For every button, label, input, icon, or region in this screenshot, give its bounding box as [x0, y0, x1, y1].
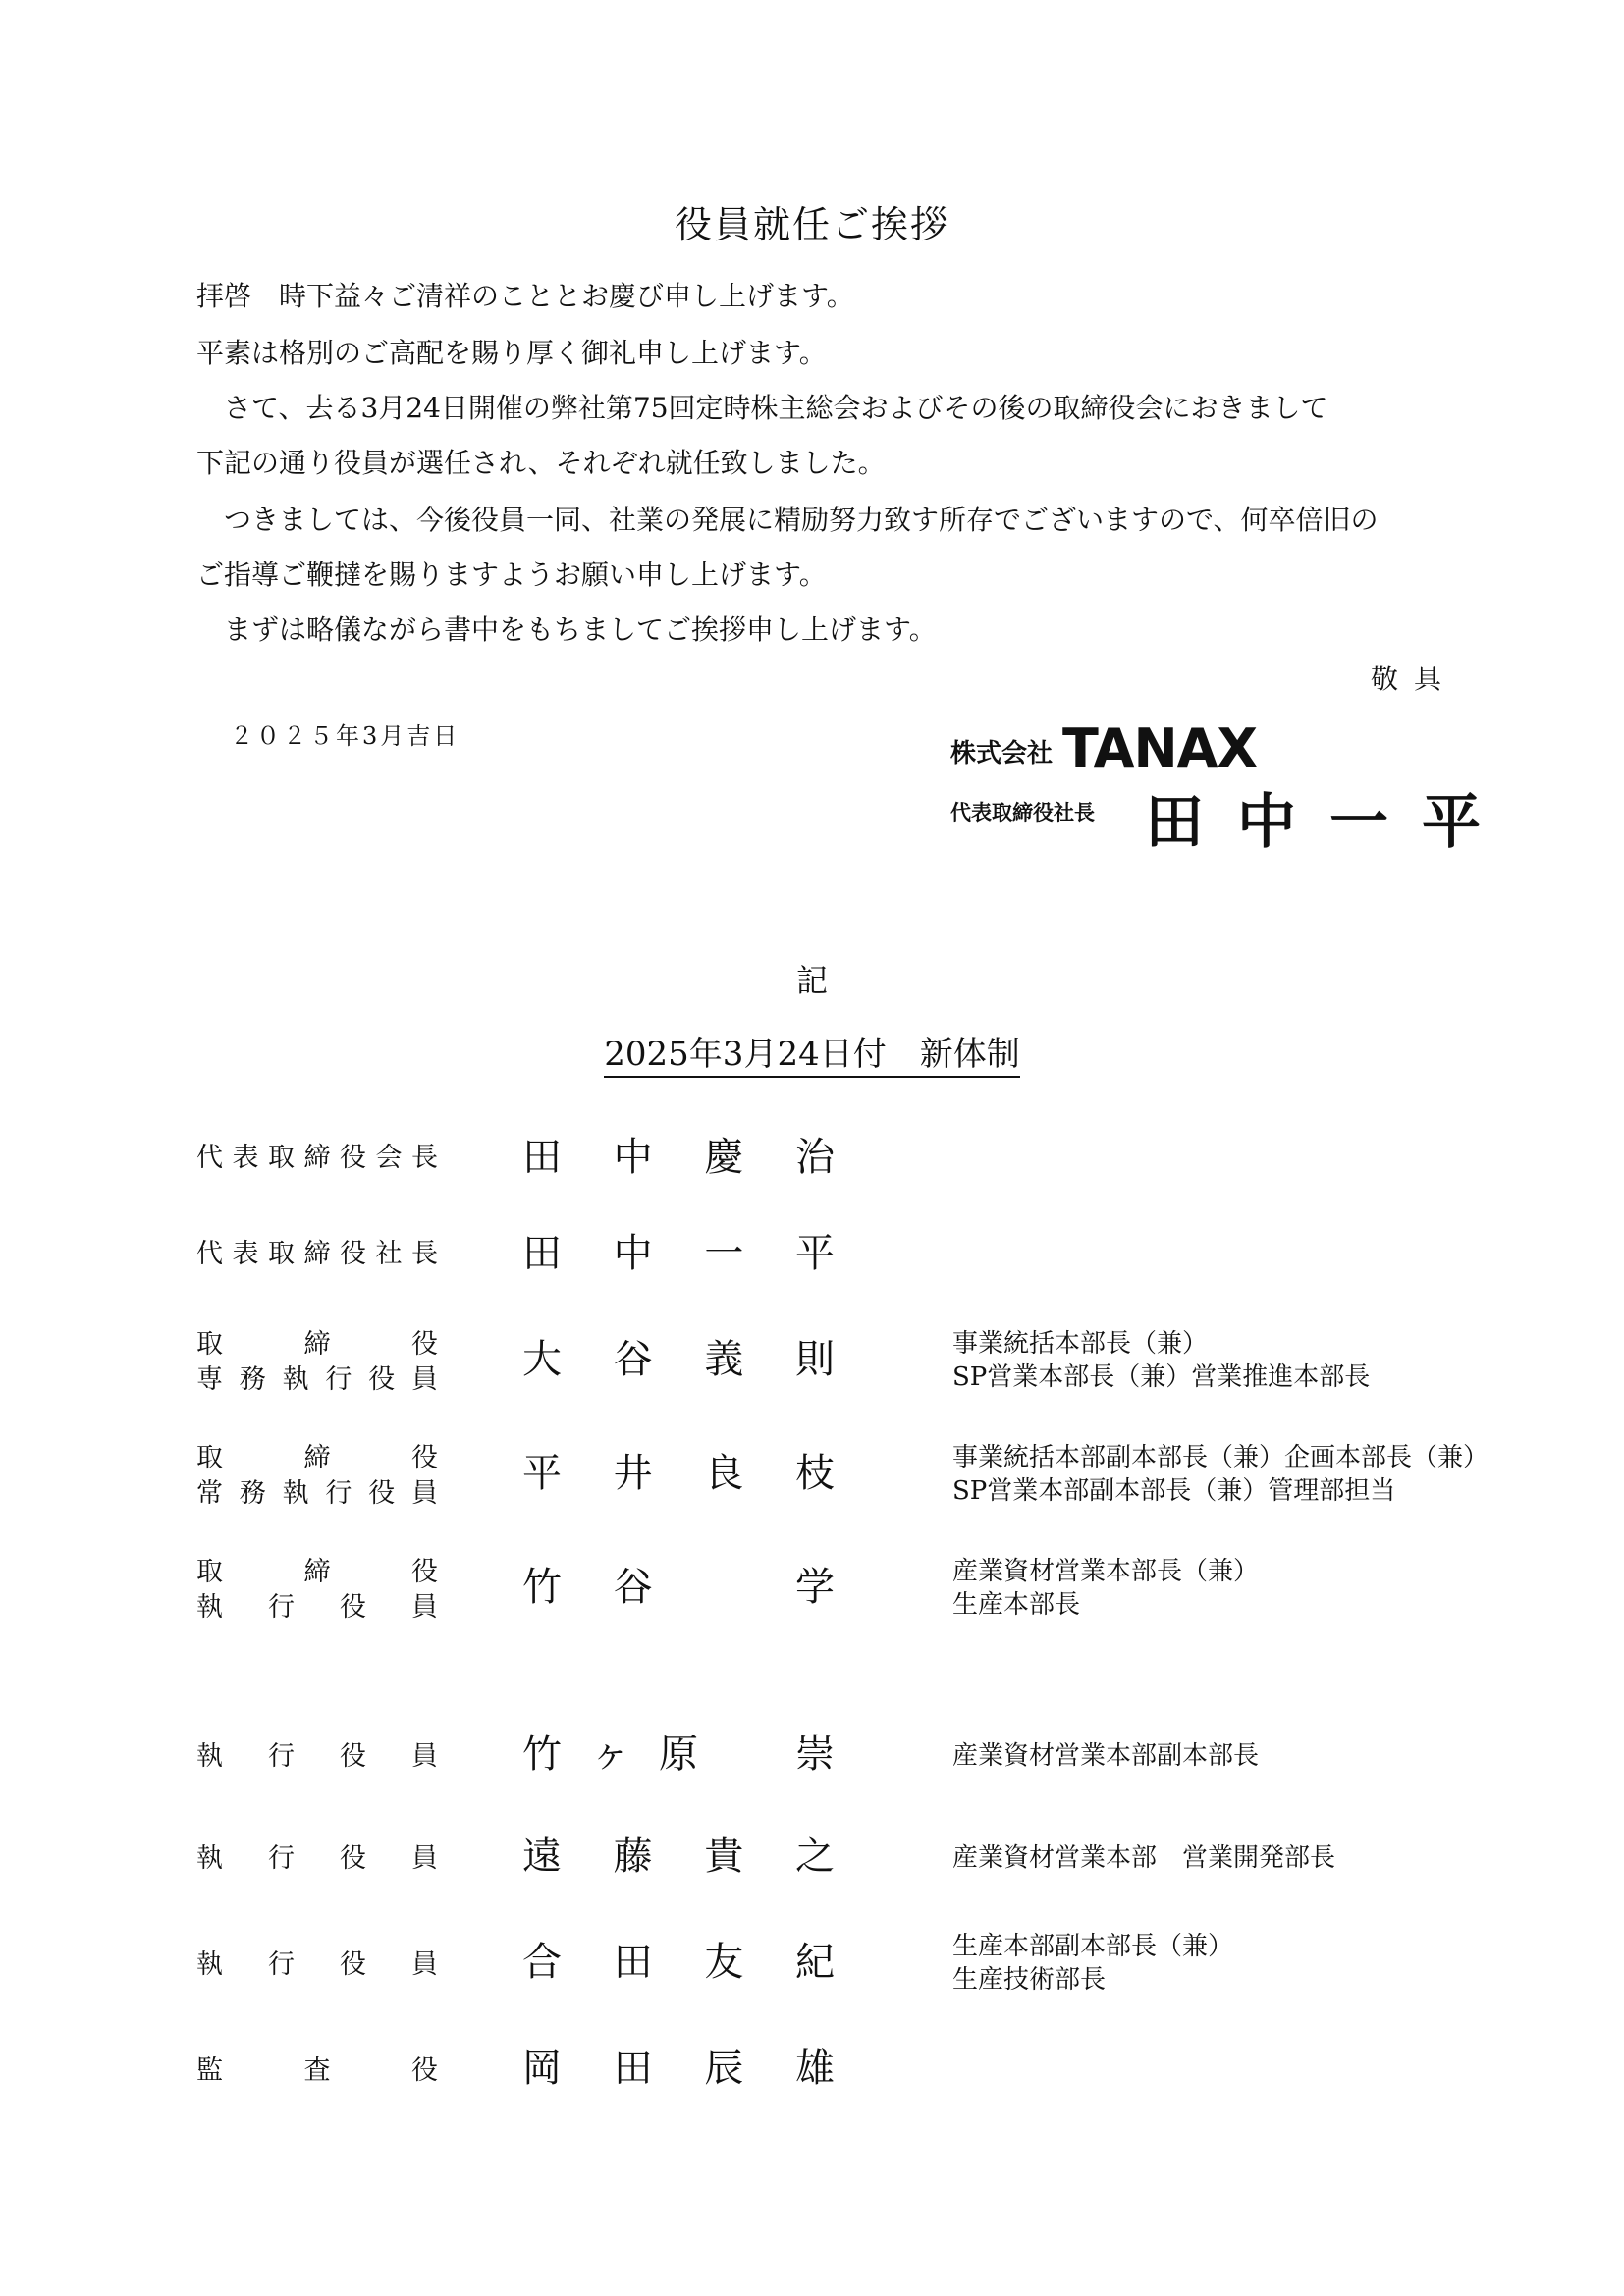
officer-role-line: 専務執行役員 — [196, 1364, 438, 1395]
officer-role — [196, 1441, 438, 1512]
officer-department-line: 産業資材営業本部長（兼） — [952, 1557, 1260, 1586]
officer-role-line: 取締役 — [196, 1557, 438, 1587]
officer-department — [952, 1441, 1489, 1508]
officer-department — [952, 1739, 1259, 1773]
officer-name: 大谷義則 — [522, 1337, 835, 1382]
officer-role — [196, 1739, 438, 1775]
greeting-line: つきましては、今後役員一同、社業の発展に精励努力致す所存でございますので、何卒倍旧の — [196, 504, 1379, 536]
president-title: 代表取締役社長 — [950, 801, 1095, 825]
officer-name: 竹谷 学 — [522, 1565, 835, 1610]
officer-department-line: 生産技術部長 — [952, 1965, 1107, 1995]
officer-department-line: SP営業本部副本部長（兼）管理部担当 — [952, 1476, 1396, 1506]
company-prefix: 株式会社 — [950, 739, 1054, 769]
officer-role-line: 取締役 — [196, 1443, 438, 1473]
greeting-line: まずは略儀ながら書中をもちましてご挨拶申し上げます。 — [196, 614, 937, 646]
officer-name: 田中一平 — [522, 1231, 835, 1276]
officer-department — [952, 1327, 1370, 1394]
company-brand: TANAX — [1062, 718, 1258, 779]
officer-department-line: 事業統括本部副本部長（兼）企画本部長（兼） — [952, 1443, 1489, 1472]
officer-department-line: 産業資材営業本部副本部長 — [952, 1741, 1260, 1771]
officer-role-line: 代表取締役社長 — [196, 1239, 438, 1269]
officer-name: 竹ヶ原 崇 — [522, 1732, 835, 1777]
officer-department-line: 生産本部長 — [952, 1590, 1081, 1620]
officer-department-line: 事業統括本部長（兼） — [952, 1329, 1209, 1359]
new-structure-heading-text: 2025年3月24日付 新体制 — [604, 1035, 1019, 1078]
officer-name: 合田友紀 — [522, 1940, 835, 1985]
officer-department-line: 産業資材営業本部 営業開発部長 — [952, 1843, 1336, 1873]
officer-role — [196, 1842, 438, 1877]
officer-role — [196, 1948, 438, 1983]
ki-heading: 記 — [795, 962, 828, 999]
officer-role — [196, 1555, 438, 1626]
officer-role — [196, 1237, 438, 1272]
president-signature: 田中一平 — [1145, 788, 1514, 857]
greeting-line: 平素は格別のご高配を賜り厚く御礼申し上げます。 — [196, 337, 827, 369]
officer-department — [952, 1930, 1233, 1997]
officer-name: 平井良枝 — [522, 1451, 835, 1496]
officer-role — [196, 1327, 438, 1398]
officer-role-line: 執行役員 — [196, 1592, 438, 1623]
officer-role-line: 代表取締役会長 — [196, 1143, 438, 1173]
officer-department-line: SP営業本部長（兼）営業推進本部長 — [952, 1362, 1371, 1392]
officer-role-line: 取締役 — [196, 1329, 438, 1360]
officer-role-line: 執行役員 — [196, 1949, 438, 1980]
greeting-line: さて、去る3月24日開催の弊社第75回定時株主総会およびその後の取締役会におきまして — [196, 392, 1328, 424]
officer-role-line: 監査役 — [196, 2056, 438, 2086]
document-title: 役員就任ご挨拶 — [674, 203, 949, 246]
officer-role — [196, 1141, 438, 1176]
closing-phrase: 敬具 — [1370, 663, 1457, 695]
officer-name: 遠藤貴之 — [522, 1834, 835, 1879]
officer-role-line: 執行役員 — [196, 1843, 438, 1874]
company-logo — [950, 717, 1258, 779]
issue-date: ２０２５年3月吉日 — [230, 722, 460, 750]
officer-name: 田中慶治 — [522, 1135, 835, 1180]
greeting-line: 拝啓 時下益々ご清祥のこととお慶び申し上げます。 — [196, 280, 854, 312]
officer-department — [952, 1842, 1335, 1875]
officer-role-line: 常務執行役員 — [196, 1478, 438, 1509]
officer-name: 岡田辰雄 — [522, 2046, 835, 2091]
officer-department-line: 生産本部副本部長（兼） — [952, 1932, 1234, 1961]
officer-role-line: 執行役員 — [196, 1741, 438, 1772]
new-structure-heading — [0, 1027, 1624, 1075]
greeting-line: 下記の通り役員が選任され、それぞれ就任致しました。 — [196, 447, 886, 479]
greeting-line: ご指導ご鞭撻を賜りますようお願い申し上げます。 — [196, 559, 827, 591]
officer-department — [952, 1555, 1259, 1622]
officer-role — [196, 2054, 438, 2089]
